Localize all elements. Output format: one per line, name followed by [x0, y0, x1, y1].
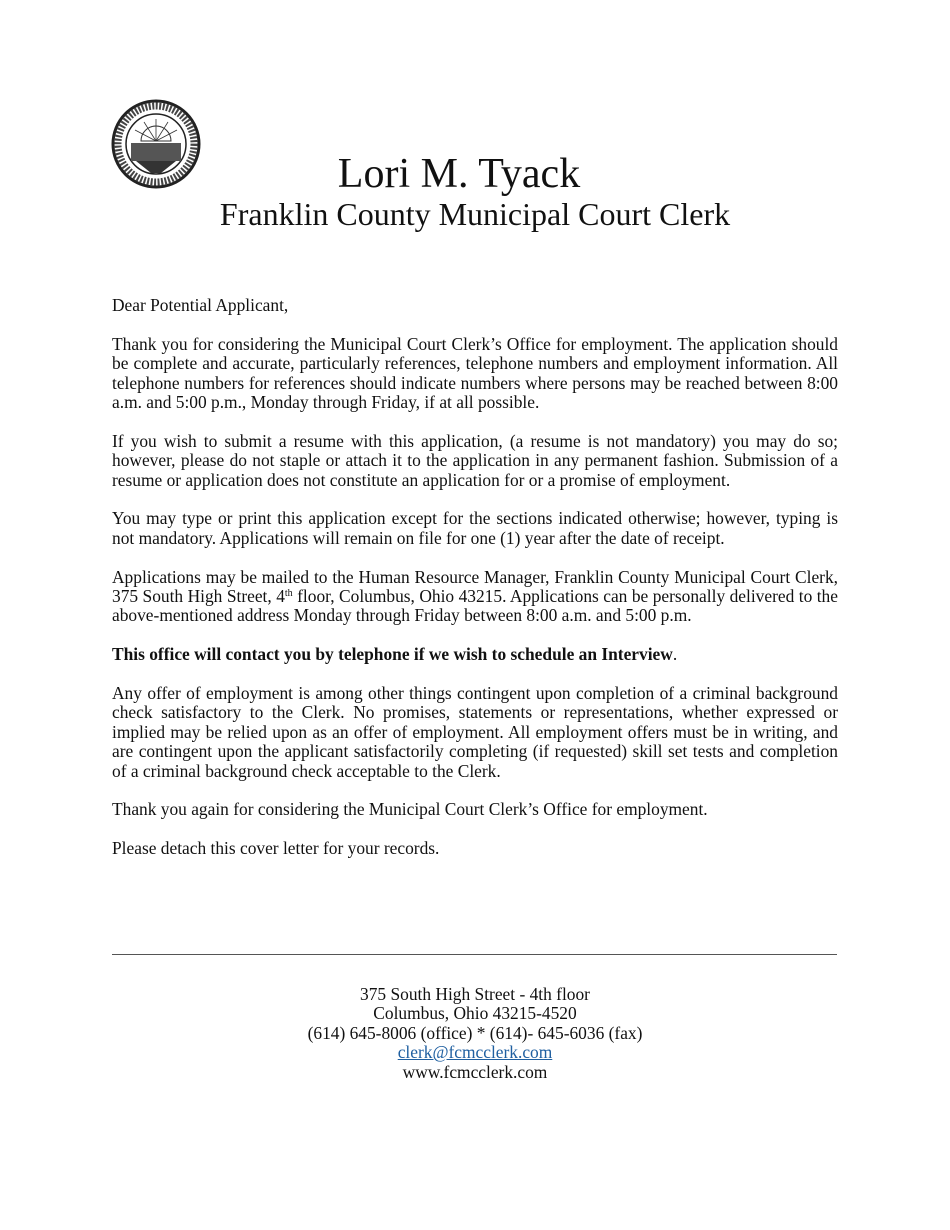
footer-divider	[112, 954, 837, 955]
paragraph-thanks: Thank you again for considering the Municipal Court Clerk’s Office for employment.	[112, 799, 708, 820]
contact-notice-bold: This office will contact you by telephone if we wish to schedule an Interview	[112, 644, 673, 665]
paragraph-type-or-print: You may type or print this application except for the sections indicated otherwise; however, typing is not mandatory. Applications will remain on file for one (1) year after the date of receipt.	[112, 508, 838, 548]
paragraph-offer: Any offer of employment is among other things contingent upon completion of a criminal background check satisfactory to the Clerk. No promises, statements or representations, whether expressed or implied may be relied upon as an offer of employment. All employment offers must be in writing, and are contingent upon the applicant satisfactorily completing (if requested) skill set tests and completion of a criminal background check acceptable to the Clerk.	[112, 683, 838, 781]
footer-contact	[0, 985, 950, 1082]
clerk-name-title: Lori M. Tyack	[337, 151, 581, 197]
paragraph-mailing	[112, 568, 838, 626]
footer-email-link[interactable]: clerk@fcmcclerk.com	[397, 1042, 553, 1063]
letter-body	[112, 296, 838, 878]
footer-phone: (614) 645-8006 (office) * (614)- 645-6036 (fax)	[307, 1022, 643, 1043]
paragraph-application: Thank you for considering the Municipal Court Clerk’s Office for employment. The application should be complete and accurate, particularly references, telephone numbers and employment information. All telephone numbers for references should indicate numbers where persons may be reached between 8:00 a.m. and 5:00 p.m., Monday through Friday, if at all possible.	[112, 333, 838, 413]
salutation: Dear Potential Applicant,	[112, 295, 289, 315]
paragraph-detach: Please detach this cover letter for your records.	[112, 838, 440, 859]
footer-address-line2: Columbus, Ohio 43215-4520	[373, 1003, 577, 1024]
contact-notice-period: .	[672, 644, 678, 665]
footer-address-line1: 375 South High Street - 4th floor	[360, 984, 590, 1004]
mailing-text-start: Applications may be mailed to the Human Resource Manager, Franklin County Municipal Court Clerk, 375 South High Street, 4	[112, 566, 838, 607]
paragraph-resume: If you wish to submit a resume with this application, (a resume is not mandatory) you may do so; however, please do not staple or attach it to the application in any permanent fashion. Submission of a resume or application does not constitute an application for or a promise of employment.	[112, 430, 838, 490]
mailing-text-end: floor, Columbus, Ohio 43215. Applications can be personally delivered to the above-mentioned address Monday through Friday between 8:00 a.m. and 5:00 p.m.	[112, 586, 838, 626]
office-subtitle: Franklin County Municipal Court Clerk	[219, 196, 731, 232]
ordinal-suffix: th	[284, 588, 293, 600]
footer-website: www.fcmcclerk.com	[402, 1061, 548, 1082]
paragraph-contact	[112, 645, 838, 664]
